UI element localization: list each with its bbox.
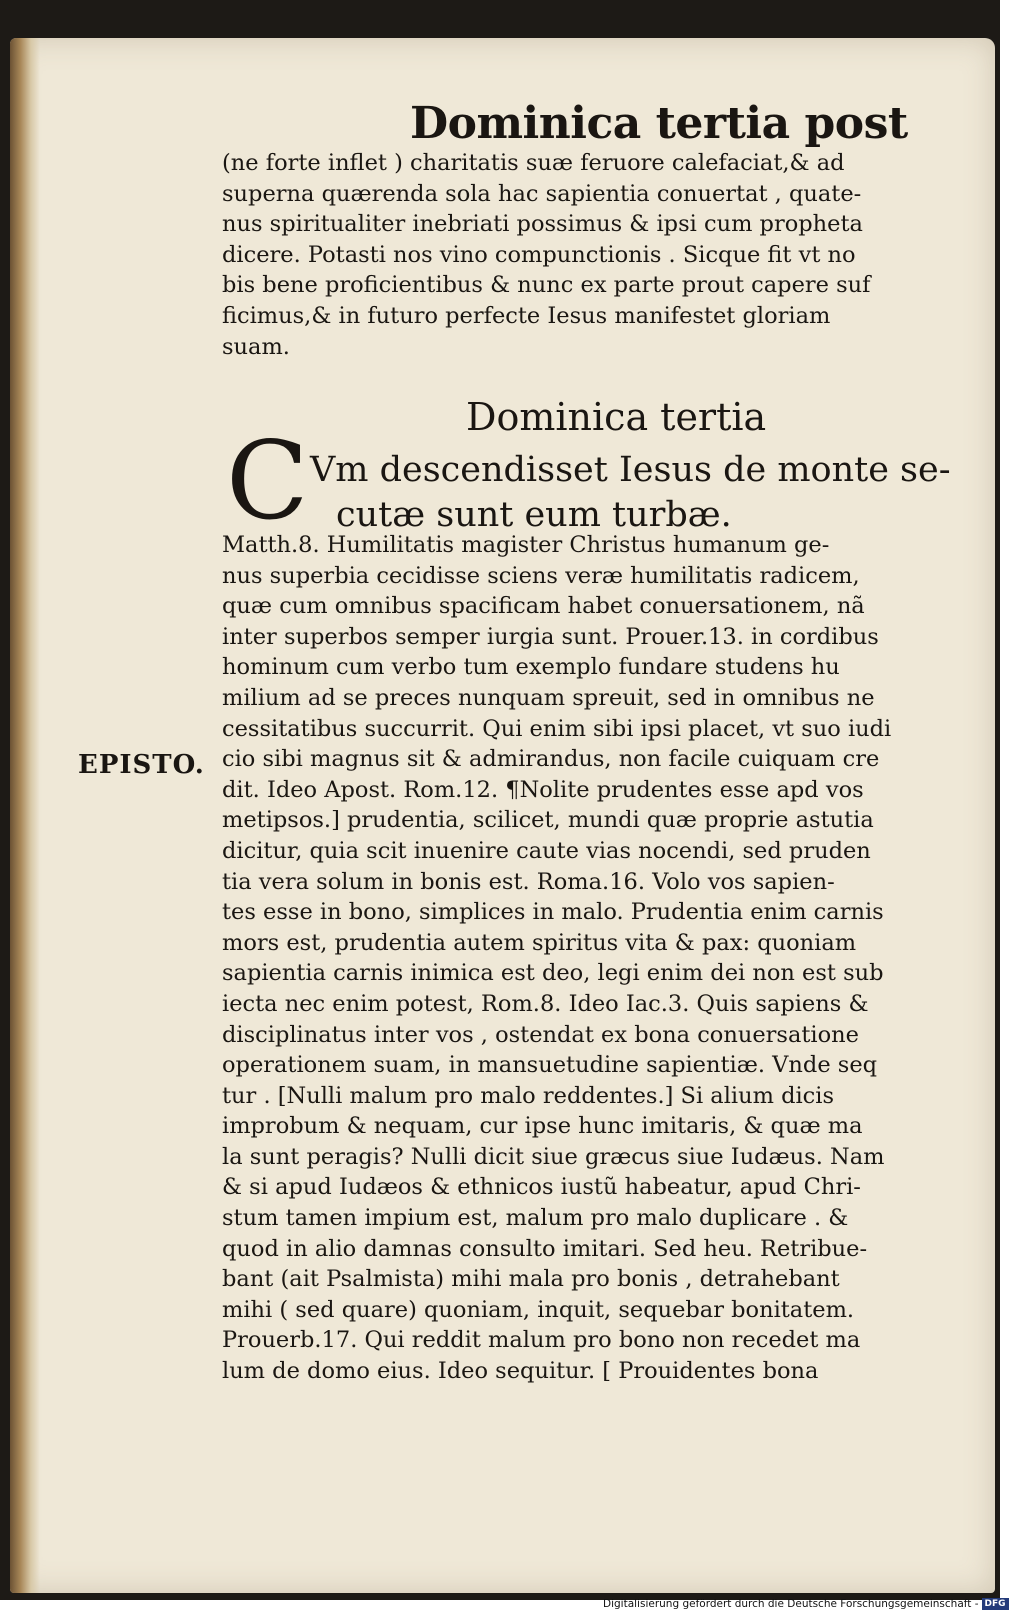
body-paragraph [222, 530, 922, 1387]
text-line: cessitatibus succurrit. Qui enim sibi ipsi placet, vt suo iudi [222, 715, 892, 742]
text-line: Matth.8. Humilitatis magister Christus humanum ge- [222, 532, 830, 558]
incipit-line: Vm descendisset Iesus de monte se- [310, 450, 951, 490]
text-line: & si apud Iudæos & ethnicos iustũ habeatur, apud Chri- [222, 1174, 861, 1201]
margin-note: EPISTO. [78, 750, 205, 780]
text-line: dicere. Potasti nos vino compunctionis . Sicque fit vt no [222, 241, 856, 268]
text-line: iecta nec enim potest, Rom.8. Ideo Iac.3. Quis sapiens & [222, 990, 869, 1017]
text-line: quæ cum omnibus spacificam habet conuersationem, nã [222, 593, 865, 620]
credit-text: Digitalisierung gefördert durch die Deutsche Forschungsgemeinschaft - [603, 1598, 979, 1610]
digitization-credit [603, 1598, 1009, 1610]
text-line: disciplinatus inter vos , ostendat ex bona conuersatione [222, 1021, 859, 1048]
text-line: quod in alio damnas consulto imitari. Sed heu. Retribue- [222, 1235, 868, 1262]
text-line: mors est, prudentia autem spiritus vita & pax: quoniam [222, 929, 857, 956]
page-gutter [10, 38, 40, 1593]
text-line: (ne forte inflet ) charitatis suæ feruore calefaciat,& ad [222, 150, 845, 176]
text-line: nus superbia cecidisse sciens veræ humilitatis radicem, [222, 562, 860, 589]
text-line: operationem suam, in mansuetudine sapientiæ. Vnde seq [222, 1052, 878, 1079]
text-line: superna quærenda sola hac sapientia conuertat , quate- [222, 180, 862, 207]
text-line: bant (ait Psalmista) mihi mala pro bonis , detrahebant [222, 1266, 840, 1293]
text-line: dicitur, quia scit inuenire caute vias nocendi, sed pruden [222, 837, 871, 864]
text-line: improbum & nequam, cur ipse hunc imitaris, & quæ ma [222, 1113, 863, 1140]
text-line: suam. [222, 333, 290, 360]
text-line: tur . [Nulli malum pro malo reddentes.] Si alium dicis [222, 1082, 835, 1109]
text-line: milium ad se preces nunquam spreuit, sed in omnibus ne [222, 684, 875, 711]
dfg-logo-badge: DFG [982, 1598, 1009, 1610]
text-line: bis bene proficientibus & nunc ex parte prout capere suf [222, 272, 871, 299]
text-line: Prouerb.17. Qui reddit malum pro bono non recedet ma [222, 1327, 861, 1354]
running-head: Dominica tertia post [410, 98, 908, 149]
section-heading: Dominica tertia [466, 395, 767, 439]
text-line: metipsos.] prudentia, scilicet, mundi quæ proprie astutia [222, 807, 874, 834]
text-line: dit. Ideo Apost. Rom.12. ¶Nolite prudentes esse apd vos [222, 776, 864, 803]
continuation-paragraph [222, 148, 922, 362]
incipit [310, 448, 951, 538]
text-line: mihi ( sed quare) quoniam, inquit, sequebar bonitatem. [222, 1296, 855, 1323]
text-line: tia vera solum in bonis est. Roma.16. Volo vos sapien- [222, 868, 835, 895]
text-line: la sunt peragis? Nulli dicit siue græcus siue Iudæus. Nam [222, 1143, 885, 1170]
text-line: sapientia carnis inimica est deo, legi enim dei non est sub [222, 960, 884, 987]
text-line: stum tamen impium est, malum pro malo duplicare . & [222, 1205, 849, 1232]
text-line: hominum cum verbo tum exemplo fundare studens hu [222, 654, 840, 681]
text-line: inter superbos semper iurgia sunt. Prouer.13. in cordibus [222, 623, 879, 650]
text-line: lum de domo eius. Ideo sequitur. [ Prouidentes bona [222, 1358, 819, 1385]
incipit-line: cutæ sunt eum turbæ. [336, 495, 732, 535]
drop-cap: C [226, 419, 309, 544]
text-line: tes esse in bono, simplices in malo. Prudentia enim carnis [222, 899, 884, 926]
text-line: ficimus,& in futuro perfecte Iesus manifestet gloriam [222, 302, 831, 329]
text-line: cio sibi magnus sit & admirandus, non facile cuiquam cre [222, 746, 880, 773]
text-line: nus spiritualiter inebriati possimus & ipsi cum propheta [222, 211, 863, 238]
